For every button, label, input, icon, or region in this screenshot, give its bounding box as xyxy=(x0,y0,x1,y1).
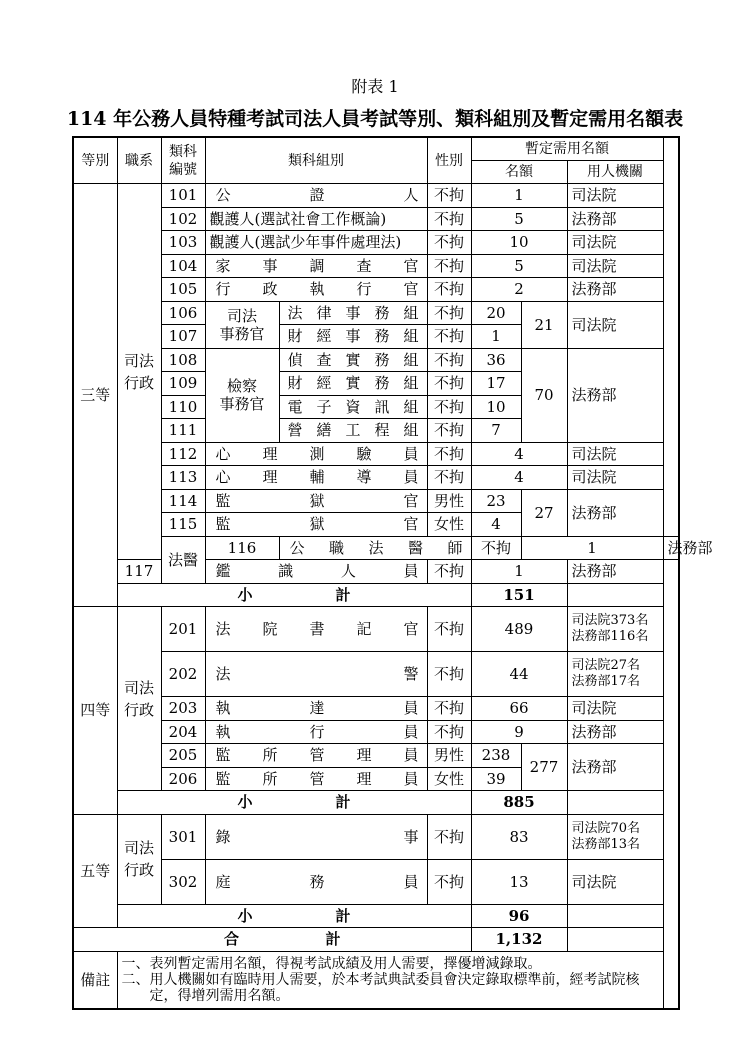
quota-group-total: 21 xyxy=(521,301,567,348)
table-row xyxy=(73,207,679,231)
table-row xyxy=(73,652,679,697)
code-cell: 301 xyxy=(161,814,205,859)
subtotal-row xyxy=(73,583,679,607)
header-grade: 等別 xyxy=(73,137,117,184)
quota-table xyxy=(72,136,713,1010)
gender-cell: 不拘 xyxy=(427,560,471,584)
gender-cell: 不拘 xyxy=(427,207,471,231)
agency-cell: 司法院 xyxy=(567,442,663,466)
quota-cell: 44 xyxy=(471,652,567,697)
category-cell: 監所管理員 xyxy=(205,767,427,791)
category-cell: 觀護人(選試社會工作概論) xyxy=(205,207,427,231)
agency-cell: 司法院 xyxy=(567,184,663,208)
category-cell: 執達員 xyxy=(205,697,427,721)
empty-cell xyxy=(567,928,663,952)
category-cell: 鑑識人員 xyxy=(205,560,427,584)
agency-cell: 司法院373名 法務部116名 xyxy=(567,607,663,652)
subtotal-row xyxy=(73,791,679,815)
table-row xyxy=(73,231,679,255)
quota-cell: 4 xyxy=(471,466,567,490)
code-cell: 302 xyxy=(161,859,205,904)
quota-cell: 4 xyxy=(471,442,567,466)
quota-cell: 13 xyxy=(471,859,567,904)
gender-cell: 男性 xyxy=(427,744,471,768)
subtotal-label: 小計 xyxy=(117,583,471,607)
gender-cell: 男性 xyxy=(427,489,471,513)
category-cell: 心理輔導員 xyxy=(205,466,427,490)
table-row xyxy=(73,348,679,372)
category-cell: 公證人 xyxy=(205,184,427,208)
agency-cell: 法務部 xyxy=(567,744,663,791)
quota-cell: 7 xyxy=(471,419,521,443)
subtotal-value: 885 xyxy=(471,791,567,815)
empty-cell xyxy=(567,791,663,815)
subtotal-label: 小計 xyxy=(117,904,471,928)
gender-cell: 不拘 xyxy=(427,652,471,697)
quota-cell: 10 xyxy=(471,395,521,419)
code-cell: 117 xyxy=(117,560,161,584)
category-cell: 執行員 xyxy=(205,720,427,744)
agency-cell: 司法院 xyxy=(567,301,663,348)
grand-total-row xyxy=(73,928,679,952)
gender-cell: 不拘 xyxy=(427,348,471,372)
code-cell: 205 xyxy=(161,744,205,768)
grade-label: 三等 xyxy=(73,184,117,607)
code-cell: 102 xyxy=(161,207,205,231)
gender-cell: 不拘 xyxy=(427,859,471,904)
grade-label: 五等 xyxy=(73,814,117,928)
series-label: 法醫 xyxy=(161,536,205,583)
table-row xyxy=(73,697,679,721)
gender-cell: 不拘 xyxy=(427,697,471,721)
header-code: 類科 編號 xyxy=(161,137,205,184)
empty-cell xyxy=(567,904,663,928)
quota-group-total: 70 xyxy=(521,348,567,442)
code-cell: 103 xyxy=(161,231,205,255)
table-row xyxy=(73,536,679,560)
category-cell: 法律事務組 xyxy=(279,301,427,325)
notes-content xyxy=(117,951,663,1009)
agency-cell: 司法院27名 法務部17名 xyxy=(567,652,663,697)
category-cell: 監獄官 xyxy=(205,489,427,513)
category-cell: 監獄官 xyxy=(205,513,427,537)
agency-cell: 法務部 xyxy=(567,720,663,744)
subtotal-value: 151 xyxy=(471,583,567,607)
table-row xyxy=(73,720,679,744)
gender-cell: 不拘 xyxy=(427,254,471,278)
gender-cell: 不拘 xyxy=(427,607,471,652)
quota-cell: 4 xyxy=(471,513,521,537)
agency-cell: 司法院 xyxy=(567,859,663,904)
category-cell: 法警 xyxy=(205,652,427,697)
agency-cell: 司法院 xyxy=(567,231,663,255)
category-cell: 觀護人(選試少年事件處理法) xyxy=(205,231,427,255)
category-cell: 公職法醫師 xyxy=(279,536,471,560)
category-cell: 庭務員 xyxy=(205,859,427,904)
quota-cell: 1 xyxy=(471,560,567,584)
category-cell: 財經實務組 xyxy=(279,372,427,396)
code-cell: 115 xyxy=(161,513,205,537)
gender-cell: 不拘 xyxy=(427,419,471,443)
gender-cell: 不拘 xyxy=(427,301,471,325)
table-row xyxy=(73,607,679,652)
quota-cell: 17 xyxy=(471,372,521,396)
table-row xyxy=(73,466,679,490)
code-cell: 201 xyxy=(161,607,205,652)
code-cell: 109 xyxy=(161,372,205,396)
header-agency: 用人機關 xyxy=(567,161,663,184)
agency-cell: 司法院70名 法務部13名 xyxy=(567,814,663,859)
category-cell: 電子資訊組 xyxy=(279,395,427,419)
subtotal-row xyxy=(73,904,679,928)
table-row xyxy=(73,442,679,466)
category-cell: 財經事務組 xyxy=(279,325,427,349)
code-cell: 108 xyxy=(161,348,205,372)
series-label: 司法 行政 xyxy=(117,184,161,560)
code-cell: 112 xyxy=(161,442,205,466)
category-cell: 心理測驗員 xyxy=(205,442,427,466)
quota-cell: 1 xyxy=(471,184,567,208)
empty-cell xyxy=(567,583,663,607)
quota-cell: 2 xyxy=(471,278,567,302)
subgroup-label: 檢察 事務官 xyxy=(205,348,279,442)
gender-cell: 不拘 xyxy=(427,278,471,302)
code-cell: 206 xyxy=(161,767,205,791)
agency-cell: 司法院 xyxy=(567,697,663,721)
notes-row xyxy=(73,951,679,1009)
code-cell: 204 xyxy=(161,720,205,744)
table-row xyxy=(73,489,679,513)
quota-cell: 83 xyxy=(471,814,567,859)
subtotal-value: 96 xyxy=(471,904,567,928)
category-cell: 監所管理員 xyxy=(205,744,427,768)
quota-cell: 10 xyxy=(471,231,567,255)
category-cell: 偵查實務組 xyxy=(279,348,427,372)
header-quota-group: 暫定需用名額 xyxy=(471,137,663,161)
code-cell: 113 xyxy=(161,466,205,490)
page-title: 114 年公務人員特種考試司法人員考試等別、類科組別及暫定需用名額表 xyxy=(66,108,684,130)
table-row xyxy=(73,744,679,768)
gender-cell: 不拘 xyxy=(427,814,471,859)
gender-cell: 不拘 xyxy=(427,231,471,255)
quota-cell: 238 xyxy=(471,744,521,768)
table-row xyxy=(73,278,679,302)
code-cell: 104 xyxy=(161,254,205,278)
category-cell: 錄事 xyxy=(205,814,427,859)
table-row xyxy=(73,859,679,904)
quota-group-total: 27 xyxy=(521,489,567,536)
code-cell: 202 xyxy=(161,652,205,697)
table-row xyxy=(73,814,679,859)
agency-cell: 法務部 xyxy=(567,348,663,442)
header-quota: 名額 xyxy=(471,161,567,184)
code-cell: 111 xyxy=(161,419,205,443)
quota-cell: 5 xyxy=(471,254,567,278)
gender-cell: 不拘 xyxy=(427,372,471,396)
code-cell: 107 xyxy=(161,325,205,349)
quota-cell: 1 xyxy=(471,325,521,349)
category-cell: 法院書記官 xyxy=(205,607,427,652)
gender-cell: 不拘 xyxy=(427,184,471,208)
agency-cell: 法務部 xyxy=(567,489,663,536)
subgroup-label: 司法 事務官 xyxy=(205,301,279,348)
grade-label: 四等 xyxy=(73,607,117,815)
code-cell: 106 xyxy=(161,301,205,325)
agency-cell: 法務部 xyxy=(567,560,663,584)
table-row xyxy=(73,254,679,278)
quota-group-total: 277 xyxy=(521,744,567,791)
series-label: 司法 行政 xyxy=(117,607,161,791)
quota-cell: 39 xyxy=(471,767,521,791)
gender-cell: 不拘 xyxy=(427,325,471,349)
notes-label: 備註 xyxy=(73,951,117,1009)
table-row xyxy=(73,301,679,325)
gender-cell: 不拘 xyxy=(427,442,471,466)
category-cell: 營繕工程組 xyxy=(279,419,427,443)
agency-cell: 法務部 xyxy=(567,207,663,231)
note-item: 一、表列暫定需用名額，得視考試成績及用人需要，擇優增減錄取。 xyxy=(121,955,542,972)
header-series: 職系 xyxy=(117,137,161,184)
total-label: 合計 xyxy=(73,928,471,952)
agency-cell: 法務部 xyxy=(663,536,679,560)
quota-cell: 489 xyxy=(471,607,567,652)
gender-cell: 不拘 xyxy=(427,395,471,419)
annex-label: 附表 1 xyxy=(351,77,399,96)
gender-cell: 女性 xyxy=(427,513,471,537)
quota-cell: 20 xyxy=(471,301,521,325)
quota-cell: 9 xyxy=(471,720,567,744)
agency-cell: 司法院 xyxy=(567,254,663,278)
code-cell: 105 xyxy=(161,278,205,302)
code-cell: 101 xyxy=(161,184,205,208)
quota-cell: 1 xyxy=(521,536,663,560)
agency-cell: 司法院 xyxy=(567,466,663,490)
header-row xyxy=(73,137,679,161)
quota-cell: 36 xyxy=(471,348,521,372)
gender-cell: 不拘 xyxy=(427,720,471,744)
gender-cell: 女性 xyxy=(427,767,471,791)
gender-cell: 不拘 xyxy=(471,536,521,560)
table-row xyxy=(73,184,679,208)
gender-cell: 不拘 xyxy=(427,466,471,490)
subtotal-label: 小計 xyxy=(117,791,471,815)
header-gender: 性別 xyxy=(427,137,471,184)
category-cell: 行政執行官 xyxy=(205,278,427,302)
series-label: 司法 行政 xyxy=(117,814,161,904)
note-item: 二、用人機關如有臨時用人需要，於本考試典試委員會決定錄取標準前，經考試院核定，得增列需用名額。 xyxy=(121,971,640,1004)
code-cell: 114 xyxy=(161,489,205,513)
code-cell: 203 xyxy=(161,697,205,721)
agency-cell: 法務部 xyxy=(567,278,663,302)
quota-cell: 5 xyxy=(471,207,567,231)
quota-cell: 66 xyxy=(471,697,567,721)
code-cell: 116 xyxy=(205,536,279,560)
category-cell: 家事調查官 xyxy=(205,254,427,278)
quota-cell: 23 xyxy=(471,489,521,513)
code-cell: 110 xyxy=(161,395,205,419)
header-category: 類科組別 xyxy=(205,137,427,184)
grand-total-value: 1,132 xyxy=(471,928,567,952)
